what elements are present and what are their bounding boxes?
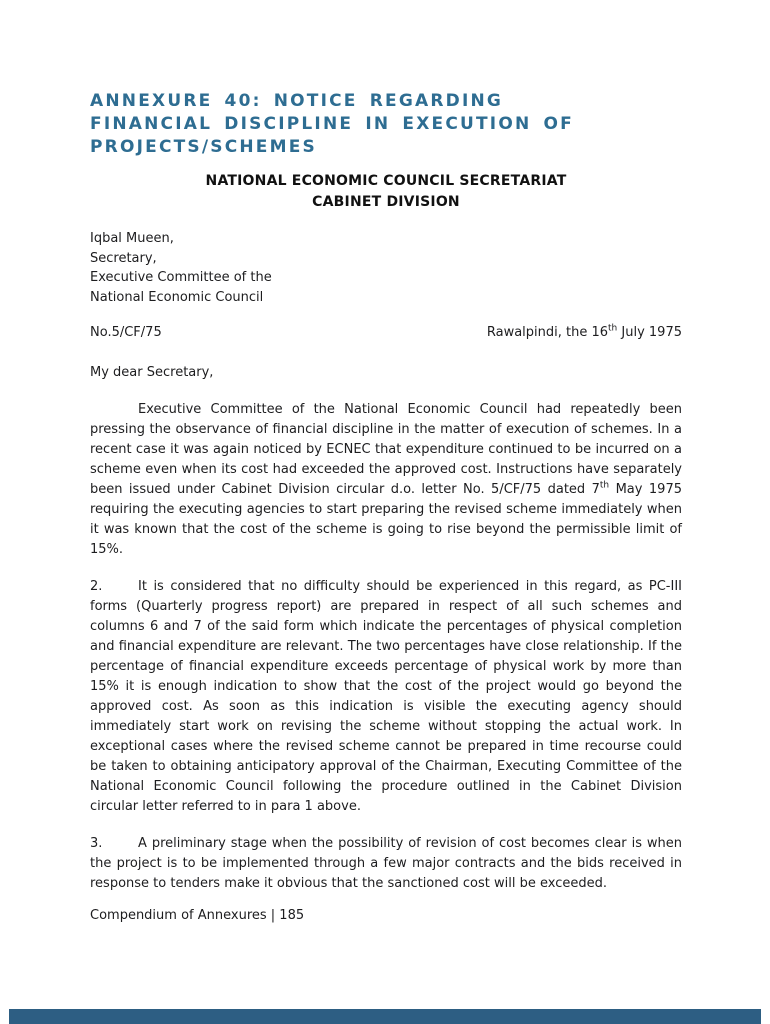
paragraph-2-number: 2. (90, 579, 103, 594)
dateline-suffix: July 1975 (617, 325, 682, 340)
reference-number: No.5/CF/75 (90, 325, 162, 340)
paragraph-2 (90, 577, 682, 817)
dateline-prefix: Rawalpindi, the 16 (486, 325, 609, 340)
salutation: My dear Secretary, (90, 365, 214, 380)
paragraph-1 (90, 400, 682, 560)
org-heading (90, 171, 682, 213)
next-page-top-bar (9, 1009, 761, 1024)
paragraph-1-ordinal: th (599, 480, 610, 491)
annexure-title-line-3: PROJECTS/SCHEMES (90, 137, 317, 157)
reference-row (90, 323, 682, 343)
paragraph-1-text-b: May 1975 requiring the executing agencies to start preparing the revised scheme immediately when it was known that the cost of the scheme is going to rise beyond the permissible limit of 15%. (90, 482, 682, 557)
paragraph-3-number: 3. (90, 836, 103, 851)
page-footer: Compendium of Annexures | 185 (90, 908, 305, 923)
sender-name: Iqbal Mueen, (90, 231, 174, 246)
paragraph-1-text-a: Executive Committee of the National Economic Council had repeatedly been pressing the observance of financial discipline in the matter of execution of schemes. In a recent case it was again noticed by ECNEC that expenditure continued to be incurred on a scheme even when its cost had exceeded the approved cost. Instructions have separately been issued under Cabinet Division circular d.o. letter No. 5/CF/75 dated 7 (90, 402, 682, 497)
dateline-ordinal: th (608, 323, 618, 334)
annexure-title-line-1: ANNEXURE 40: NOTICE REGARDING (90, 91, 504, 111)
paragraph-2-text: It is considered that no difficulty should be experienced in this regard, as PC-III forms (Quarterly progress report) are prepared in respect of all such schemes and columns 6 and 7 of the said form which indicate the percentages of physical completion and financial expenditure are relevant. The two percentages have close relationship. If the percentage of financial expenditure exceeds percentage of physical work by more than 15% it is enough indication to show that the cost of the project would go beyond the approved cost. As soon as this indication is visible the executing agency should immediately start work on revising the scheme without stopping the actual work. In exceptional cases where the revised scheme cannot be prepared in time recourse could be taken to obtaining anticipatory approval of the Chairman, Executing Committee of the National Economic Council following the procedure outlined in the Cabinet Division circular letter referred to in para 1 above. (90, 579, 682, 814)
sender-org-line-1: Executive Committee of the (90, 270, 272, 285)
dateline (487, 323, 682, 343)
annexure-title (90, 90, 682, 159)
paragraph-3 (90, 834, 682, 894)
paragraph-3-text: A preliminary stage when the possibility of revision of cost becomes clear is when the project is to be implemented through a few major contracts and the bids received in response to tenders make it obvious that the sanctioned cost will be exceeded. (90, 836, 682, 891)
sender-block (90, 229, 682, 307)
sender-title: Secretary, (90, 250, 157, 266)
org-heading-line-1: NATIONAL ECONOMIC COUNCIL SECRETARIAT (205, 173, 567, 189)
annexure-title-line-2: FINANCIAL DISCIPLINE IN EXECUTION OF (90, 114, 574, 134)
org-heading-line-2: CABINET DIVISION (312, 194, 460, 210)
sender-org-line-2: National Economic Council (90, 289, 264, 305)
